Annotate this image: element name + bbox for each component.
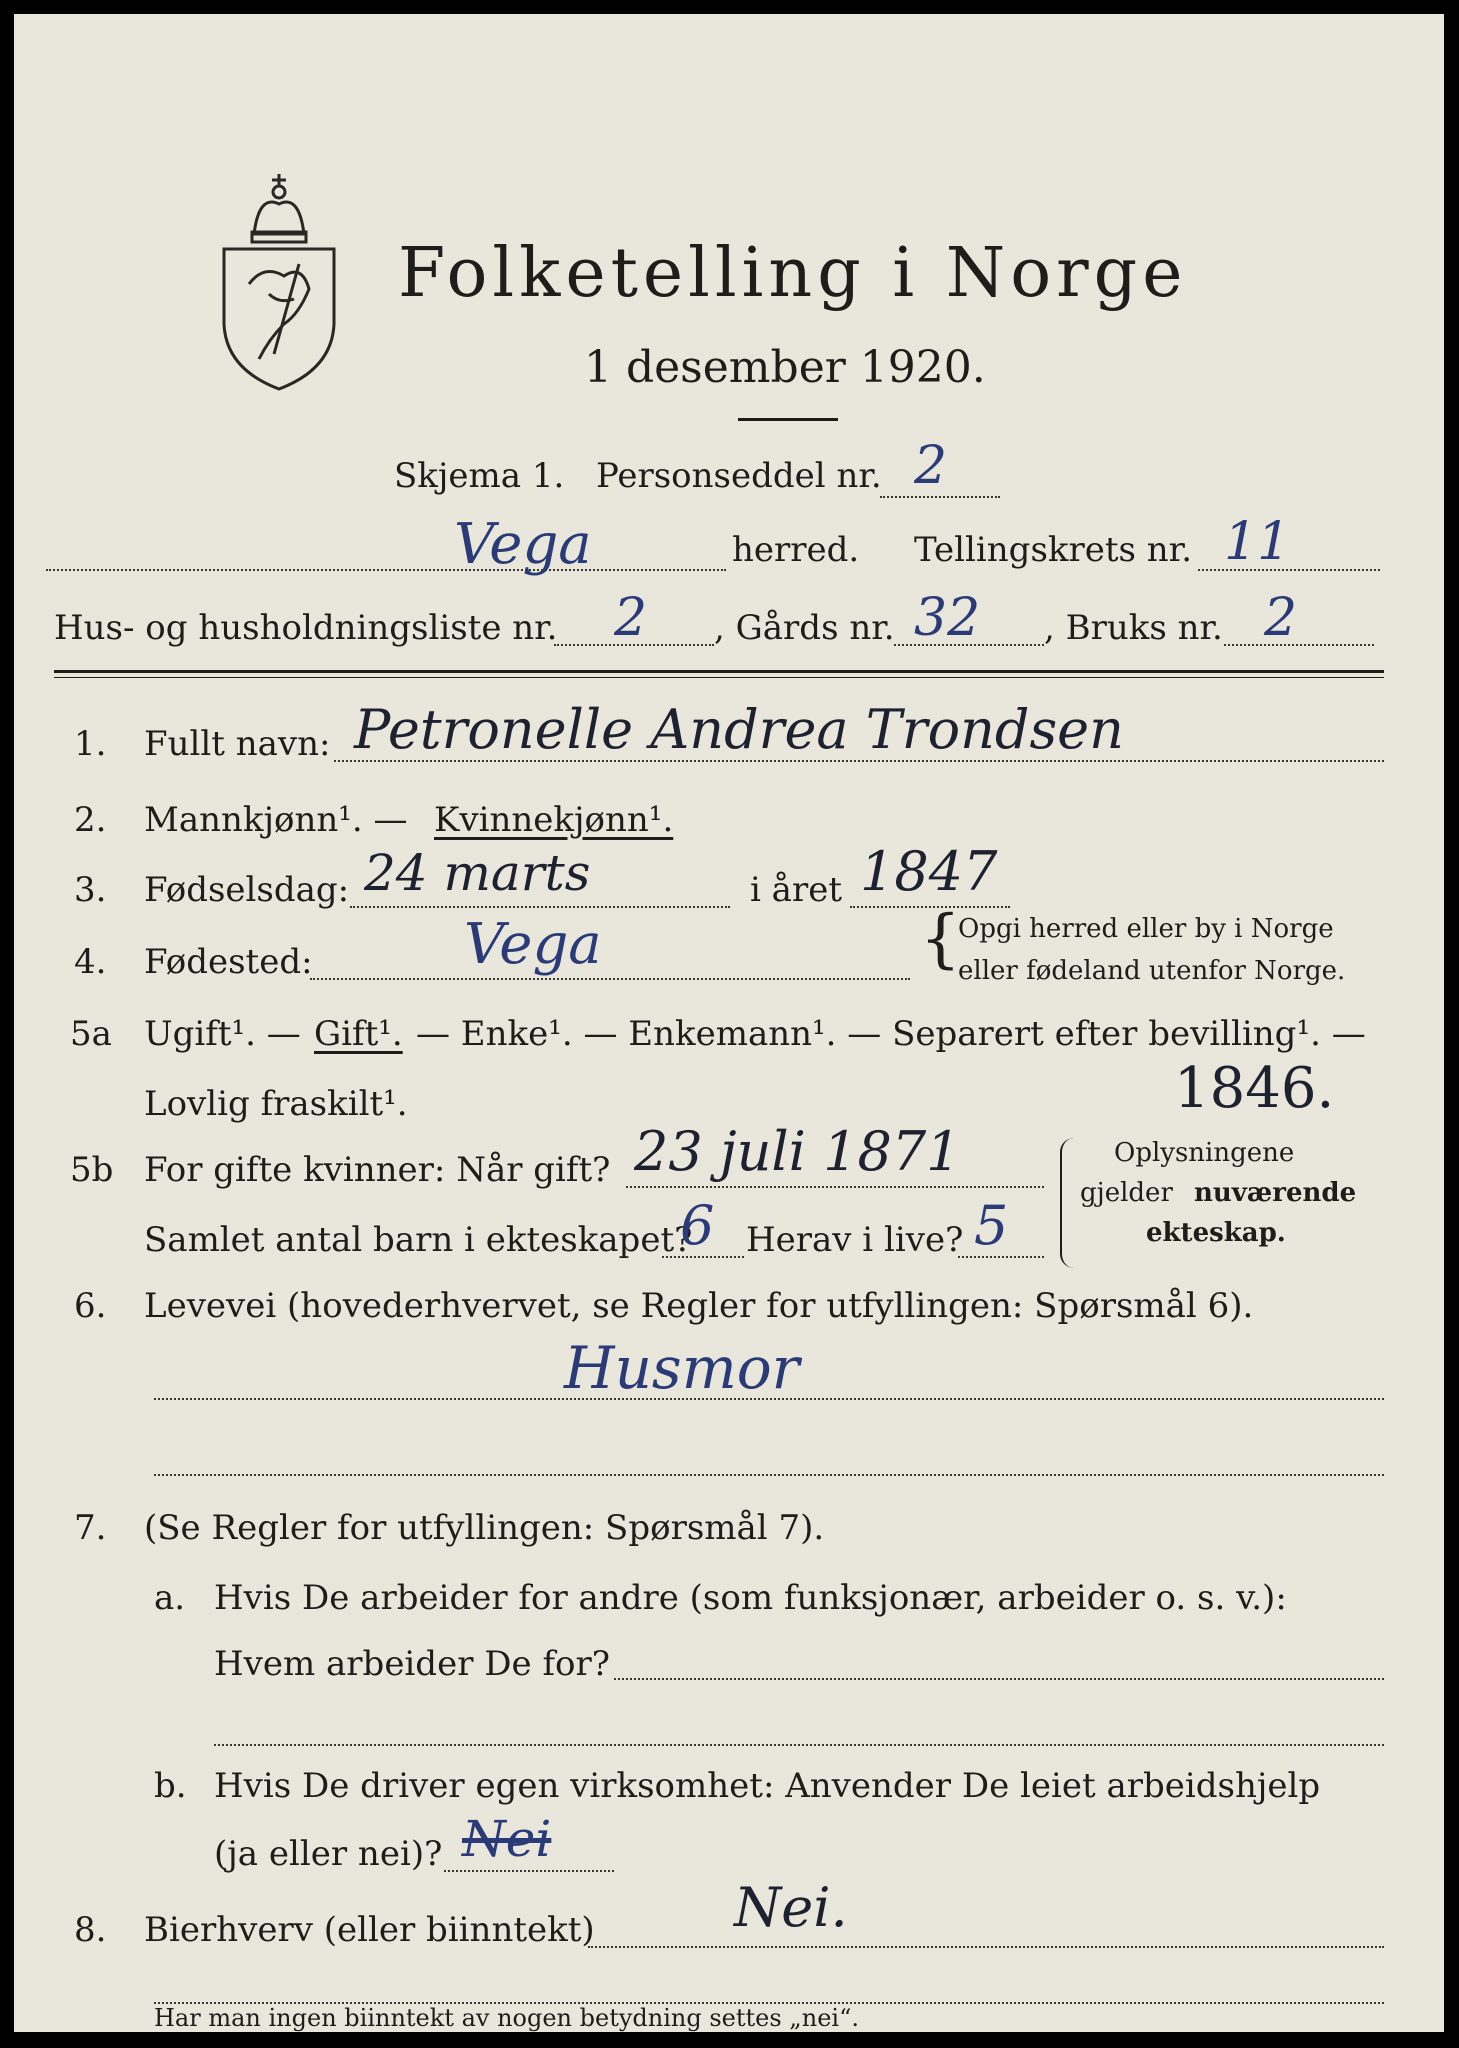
q6-label: Levevei (hovederhvervet, se Regler for utfyllingen: Spørsmål 6). bbox=[144, 1286, 1254, 1326]
q7a-line2 bbox=[214, 1744, 1384, 1746]
q3-value: 24 marts bbox=[364, 844, 591, 902]
q4-brace: { bbox=[920, 902, 961, 976]
personseddel-value: 2 bbox=[914, 436, 948, 496]
norwegian-coat-of-arms-icon bbox=[214, 164, 344, 394]
q2-number: 2. bbox=[74, 800, 107, 840]
gards-value: 32 bbox=[914, 588, 981, 648]
q4-label: Fødested: bbox=[144, 942, 313, 982]
q3-line bbox=[350, 906, 730, 908]
q8-value: Nei. bbox=[734, 1876, 848, 1939]
q8-line1 bbox=[588, 1946, 1384, 1948]
q3-aaret-value: 1847 bbox=[860, 840, 998, 903]
q1-label: Fullt navn: bbox=[144, 724, 331, 764]
q4-note1: Opgi herred eller by i Norge bbox=[958, 914, 1334, 944]
herred-label: herred. bbox=[732, 530, 860, 570]
q5b-value2: 6 bbox=[680, 1194, 715, 1257]
title-divider bbox=[738, 418, 838, 421]
q5b-line1 bbox=[626, 1186, 1044, 1188]
footer-note: Har man ingen biinntekt av nogen betydning settes „nei“. bbox=[154, 2004, 859, 2032]
header-rule-thin bbox=[54, 677, 1384, 678]
bruks-label: , Bruks nr. bbox=[1044, 608, 1223, 648]
q7b-question: (ja eller nei)? bbox=[214, 1834, 443, 1874]
q1-number: 1. bbox=[74, 724, 107, 764]
census-form-page bbox=[14, 14, 1444, 2032]
q5a-annotation: 1846. bbox=[1174, 1056, 1335, 1121]
q7-number: 7. bbox=[74, 1508, 107, 1548]
q5b-label3: Herav i live? bbox=[746, 1220, 964, 1260]
q5b-number: 5b bbox=[70, 1150, 114, 1190]
husliste-value: 2 bbox=[614, 588, 648, 648]
q5b-note3: ekteskap. bbox=[1146, 1218, 1286, 1248]
q6-line2 bbox=[154, 1474, 1384, 1476]
q8-label: Bierhverv (eller biinntekt) bbox=[144, 1910, 595, 1950]
q7b-line bbox=[444, 1870, 614, 1872]
q5b-brace bbox=[1060, 1138, 1074, 1268]
header-rule bbox=[54, 670, 1384, 673]
q4-number: 4. bbox=[74, 942, 107, 982]
q7b-value: Nei bbox=[462, 1810, 552, 1868]
herred-value: Vega bbox=[454, 512, 592, 577]
q4-line bbox=[310, 978, 910, 980]
form-date: 1 desember 1920. bbox=[584, 342, 986, 393]
q2-mann: Mannkjønn¹. — bbox=[144, 800, 408, 840]
q2-kvinne: Kvinnekjønn¹. bbox=[434, 800, 674, 840]
form-title: Folketelling i Norge bbox=[398, 234, 1188, 313]
skjema-label: Skjema 1. bbox=[394, 456, 565, 496]
q7a-text: Hvis De arbeider for andre (som funksjonær, arbeider o. s. v.): bbox=[214, 1578, 1287, 1618]
personseddel-label: Personseddel nr. bbox=[596, 456, 882, 496]
herred-line bbox=[46, 569, 726, 571]
q6-value: Husmor bbox=[564, 1334, 800, 1402]
q5a-ugift: Ugift¹. — bbox=[144, 1014, 301, 1054]
q4-note2: eller fødeland utenfor Norge. bbox=[958, 956, 1346, 986]
q7-label: (Se Regler for utfyllingen: Spørsmål 7). bbox=[144, 1508, 825, 1548]
q5b-note1: Oplysningene bbox=[1114, 1138, 1295, 1168]
q5a-rest: — Enke¹. — Enkemann¹. — Separert efter bevilling¹. — bbox=[416, 1014, 1366, 1054]
q5b-label2: Samlet antal barn i ekteskapet? bbox=[144, 1220, 693, 1260]
q5b-note2a: gjelder bbox=[1080, 1178, 1173, 1208]
q3-label: Fødselsdag: bbox=[144, 870, 350, 910]
q6-line1 bbox=[154, 1398, 1384, 1400]
q5b-value1: 23 juli 1871 bbox=[634, 1120, 961, 1183]
q8-number: 8. bbox=[74, 1910, 107, 1950]
q6-number: 6. bbox=[74, 1286, 107, 1326]
q5b-label1: For gifte kvinner: Når gift? bbox=[144, 1150, 611, 1190]
q3-aaret-label: i året bbox=[750, 870, 842, 910]
q7a-question: Hvem arbeider De for? bbox=[214, 1644, 610, 1684]
q7a-number: a. bbox=[154, 1578, 186, 1618]
bruks-value: 2 bbox=[1264, 588, 1298, 648]
q5b-note2b: nuværende bbox=[1194, 1178, 1357, 1208]
gards-label: , Gårds nr. bbox=[714, 608, 895, 648]
q4-value: Vega bbox=[464, 912, 602, 977]
q7b-number: b. bbox=[154, 1766, 187, 1806]
q5a-line2: Lovlig fraskilt¹. bbox=[144, 1084, 408, 1124]
q1-value: Petronelle Andrea Trondsen bbox=[354, 698, 1124, 761]
q7b-text: Hvis De driver egen virksomhet: Anvender De leiet arbeidshjelp bbox=[214, 1766, 1321, 1806]
husliste-label: Hus- og husholdningsliste nr. bbox=[54, 608, 558, 648]
personseddel-line bbox=[880, 496, 1000, 498]
bruks-line bbox=[1224, 644, 1374, 646]
q5b-value3: 5 bbox=[974, 1194, 1009, 1257]
bleed-through-text bbox=[564, 86, 573, 117]
q7a-line1 bbox=[614, 1678, 1384, 1680]
q3-number: 3. bbox=[74, 870, 107, 910]
tellingskrets-value: 11 bbox=[1224, 512, 1291, 572]
tellingskrets-label: Tellingskrets nr. bbox=[914, 530, 1193, 570]
q5a-number: 5a bbox=[70, 1014, 112, 1054]
q5a-gift: Gift¹. bbox=[314, 1014, 403, 1054]
